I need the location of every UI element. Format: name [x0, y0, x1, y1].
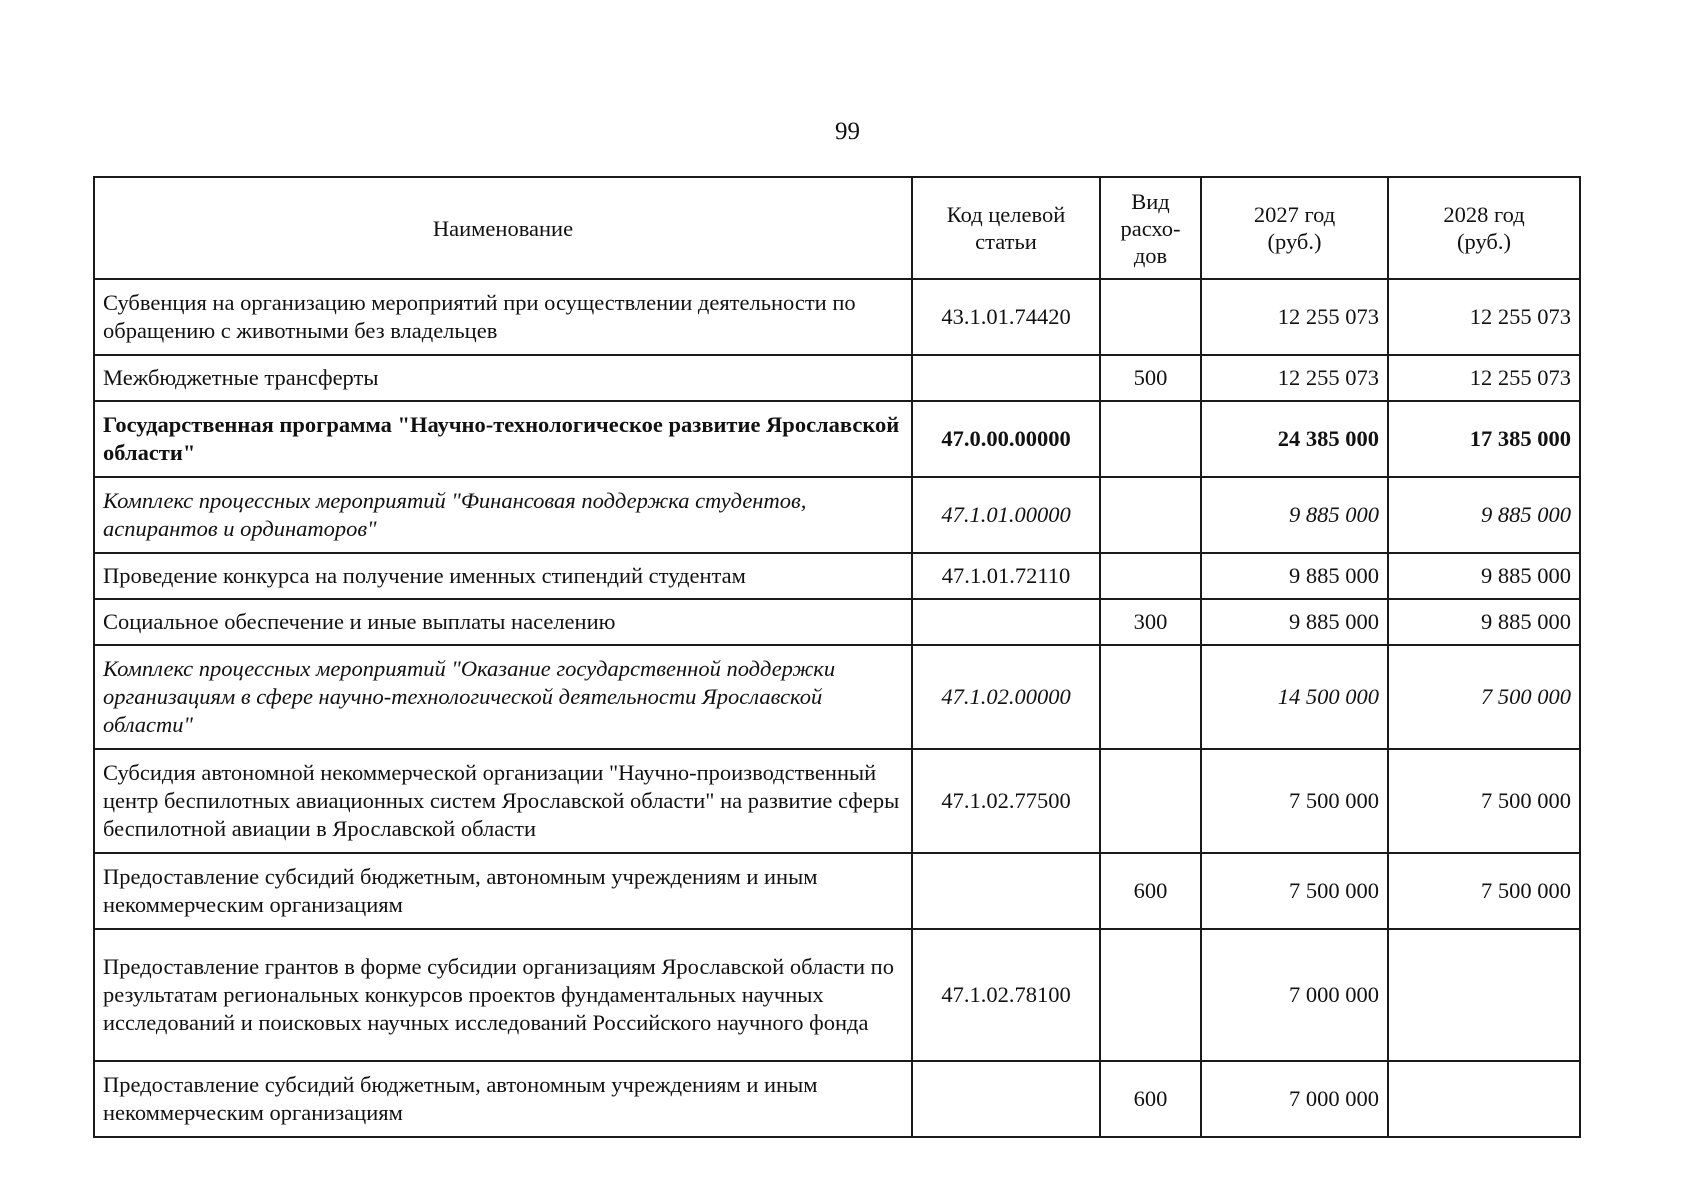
row-2028: 12 255 073 — [1388, 355, 1580, 401]
row-kind: 600 — [1100, 853, 1201, 929]
row-2028: 7 500 000 — [1388, 853, 1580, 929]
page-number: 99 — [835, 118, 860, 145]
header-kind: Вид расхо-дов — [1100, 177, 1201, 279]
row-code: 47.1.02.78100 — [912, 929, 1100, 1061]
row-code: 47.1.02.00000 — [912, 645, 1100, 749]
row-2027: 7 000 000 — [1201, 929, 1388, 1061]
row-name: Предоставление субсидий бюджетным, автономным учреждениям и иным некоммерческим организациям — [94, 853, 912, 929]
row-name: Комплекс процессных мероприятий "Финансовая поддержка студентов, аспирантов и ординаторов" — [94, 477, 912, 553]
row-kind — [1100, 645, 1201, 749]
table-row — [94, 645, 1580, 749]
row-2028: 9 885 000 — [1388, 477, 1580, 553]
header-2027: 2027 год (руб.) — [1201, 177, 1388, 279]
row-2027: 7 000 000 — [1201, 1061, 1388, 1137]
row-code — [912, 599, 1100, 645]
table-row — [94, 749, 1580, 853]
table-row — [94, 553, 1580, 599]
row-name: Субвенция на организацию мероприятий при осуществлении деятельности по обращению с животными без владельцев — [94, 279, 912, 355]
row-name: Комплекс процессных мероприятий "Оказание государственной поддержки организациям в сфере научно-технологической деятельности Ярославской области" — [94, 645, 912, 749]
row-2028: 7 500 000 — [1388, 749, 1580, 853]
table-header-row — [94, 177, 1580, 279]
row-name: Государственная программа "Научно-технологическое развитие Ярославской области" — [94, 401, 912, 477]
row-kind — [1100, 401, 1201, 477]
row-2028: 12 255 073 — [1388, 279, 1580, 355]
row-2028 — [1388, 929, 1580, 1061]
row-2028: 9 885 000 — [1388, 553, 1580, 599]
row-kind: 600 — [1100, 1061, 1201, 1137]
row-2027: 7 500 000 — [1201, 853, 1388, 929]
header-2028: 2028 год (руб.) — [1388, 177, 1580, 279]
row-2028: 7 500 000 — [1388, 645, 1580, 749]
row-kind — [1100, 477, 1201, 553]
row-kind: 500 — [1100, 355, 1201, 401]
table-row — [94, 599, 1580, 645]
row-2028: 17 385 000 — [1388, 401, 1580, 477]
header-code: Код целевой статьи — [912, 177, 1100, 279]
table-row — [94, 355, 1580, 401]
row-2028 — [1388, 1061, 1580, 1137]
row-name: Предоставление грантов в форме субсидии организациям Ярославской области по результатам региональных конкурсов проектов фундаментальных научных исследований и поисковых научных исследований Российского научного фонда — [94, 929, 912, 1061]
row-2027: 9 885 000 — [1201, 477, 1388, 553]
row-2027: 12 255 073 — [1201, 279, 1388, 355]
row-name: Проведение конкурса на получение именных стипендий студентам — [94, 553, 912, 599]
row-name: Субсидия автономной некоммерческой организации "Научно-производственный центр беспилотных авиационных систем Ярославской области" на развитие сферы беспилотной авиации в Ярославской области — [94, 749, 912, 853]
table-row — [94, 853, 1580, 929]
row-kind — [1100, 553, 1201, 599]
row-code — [912, 355, 1100, 401]
row-kind — [1100, 929, 1201, 1061]
row-name: Предоставление субсидий бюджетным, автономным учреждениям и иным некоммерческим организациям — [94, 1061, 912, 1137]
row-2027: 12 255 073 — [1201, 355, 1388, 401]
row-2027: 24 385 000 — [1201, 401, 1388, 477]
table-row — [94, 279, 1580, 355]
row-code: 47.1.01.72110 — [912, 553, 1100, 599]
header-name: Наименование — [94, 177, 912, 279]
row-2027: 9 885 000 — [1201, 553, 1388, 599]
row-kind — [1100, 279, 1201, 355]
table-row — [94, 401, 1580, 477]
row-2027: 7 500 000 — [1201, 749, 1388, 853]
row-code: 47.0.00.00000 — [912, 401, 1100, 477]
row-name: Социальное обеспечение и иные выплаты населению — [94, 599, 912, 645]
row-2028: 9 885 000 — [1388, 599, 1580, 645]
budget-table — [93, 176, 1581, 1138]
table-row — [94, 1061, 1580, 1137]
row-code: 47.1.01.00000 — [912, 477, 1100, 553]
row-2027: 14 500 000 — [1201, 645, 1388, 749]
row-code — [912, 853, 1100, 929]
row-kind — [1100, 749, 1201, 853]
table-row — [94, 929, 1580, 1061]
table-row — [94, 477, 1580, 553]
row-kind: 300 — [1100, 599, 1201, 645]
row-code: 47.1.02.77500 — [912, 749, 1100, 853]
row-code — [912, 1061, 1100, 1137]
row-name: Межбюджетные трансферты — [94, 355, 912, 401]
row-code: 43.1.01.74420 — [912, 279, 1100, 355]
row-2027: 9 885 000 — [1201, 599, 1388, 645]
